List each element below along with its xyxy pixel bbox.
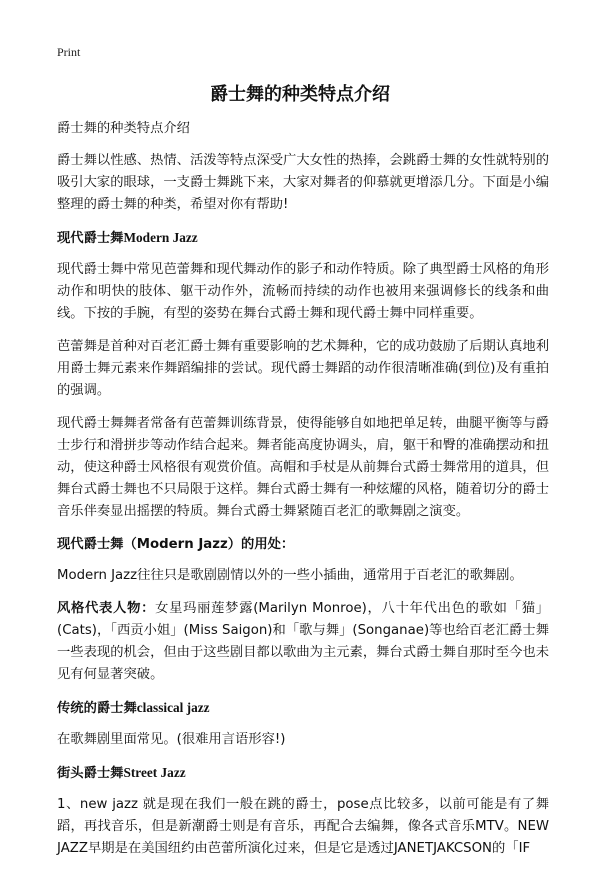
heading-cn: 现代爵士舞: [57, 231, 124, 246]
article-subtitle: 爵士舞的种类特点介绍: [57, 121, 190, 136]
heading-cn: 街头爵士舞: [57, 766, 124, 781]
use-paragraph-2: [57, 598, 549, 686]
modern-paragraph-1: 现代爵士舞中常见芭蕾舞和现代舞动作的影子和动作特质。除了典型爵士风格的角形动作和明快的肢体、躯干动作外，流畅而持续的动作也被用来强调修长的线条和曲线。下按的手腕，有型的姿势在舞台式爵士舞和现代爵士舞中同样重要。: [57, 262, 549, 321]
article-body: [57, 118, 549, 871]
heading-en: Modern Jazz: [123, 230, 198, 245]
representative-text: 女星玛丽莲梦露(Marilyn Monroe)，八十年代出色的歌如「猫」(Cats)，「西贡小姐」(Miss Saigon)和「歌与舞」(Songanae)等也给百老汇爵士舞一些表现的机会，但由于这些剧目都以歌曲为主元素，舞台式爵士舞自那时至今也未见有何显著突破。: [57, 601, 550, 682]
heading-cn: 传统的爵士舞: [57, 701, 137, 716]
modern-paragraph-3: 现代爵士舞舞者常备有芭蕾舞训练背景，使得能够自如地把单足转，曲腿平衡等与爵士步行和滑拼步等动作结合起来。舞者能高度协调头，肩，躯干和臀的准确摆动和扭动，使这种爵士风格很有观赏价值。高帽和手杖是从前舞台式爵士舞常用的道具，但舞台式爵士舞也不只局限于这样。舞台式爵士舞有一种炫耀的风格，随着切分的爵士音乐伴奏显出摇摆的特质。舞台式爵士舞紧随百老汇的歌舞剧之演变。: [57, 416, 549, 519]
heading-en: classical jazz: [136, 700, 210, 715]
section-heading-classical-jazz: [57, 697, 549, 720]
street-paragraph-1: 1、new jazz 就是现在我们一般在跳的爵士，pose点比较多，以前可能是有了舞蹈，再找音乐，但是新潮爵士则是有音乐，再配合去编舞，像各式音乐MTV。NEW JAZZ早期是在美国纽约由芭蕾所演化过来，但是它是透过JANETJAKCSON的「IF: [57, 797, 549, 856]
section-heading-street-jazz: [57, 762, 549, 785]
page-title: 爵士舞的种类特点介绍: [210, 84, 390, 105]
representative-lead: 风格代表人物：: [57, 601, 156, 616]
classical-paragraph-1: 在歌舞剧里面常见。(很难用言语形容!): [57, 732, 286, 747]
section-heading-modern-jazz: [57, 227, 549, 250]
section-heading-modern-jazz-use: 现代爵士舞（Modern Jazz）的用处：: [57, 537, 295, 552]
intro-paragraph: 爵士舞以性感、热情、活泼等特点深受广大女性的热捧，会跳爵士舞的女性就特别的吸引大家的眼球，一支爵士舞跳下来，大家对舞者的仰慕就更增添几分。下面是小编整理的爵士舞的种类，希望对你有帮助!: [57, 153, 549, 212]
print-label[interactable]: Print: [57, 45, 81, 59]
heading-en: Street Jazz: [123, 765, 186, 780]
use-paragraph-1: Modern Jazz往往只是歌剧剧情以外的一些小插曲，通常用于百老汇的歌舞剧。: [57, 568, 523, 583]
modern-paragraph-2: 芭蕾舞是首种对百老汇爵士舞有重要影响的艺术舞种，它的成功鼓励了后期认真地利用爵士舞元素来作舞蹈编排的尝试。现代爵士舞蹈的动作很清晰准确(到位)及有重拍的强调。: [57, 339, 549, 398]
